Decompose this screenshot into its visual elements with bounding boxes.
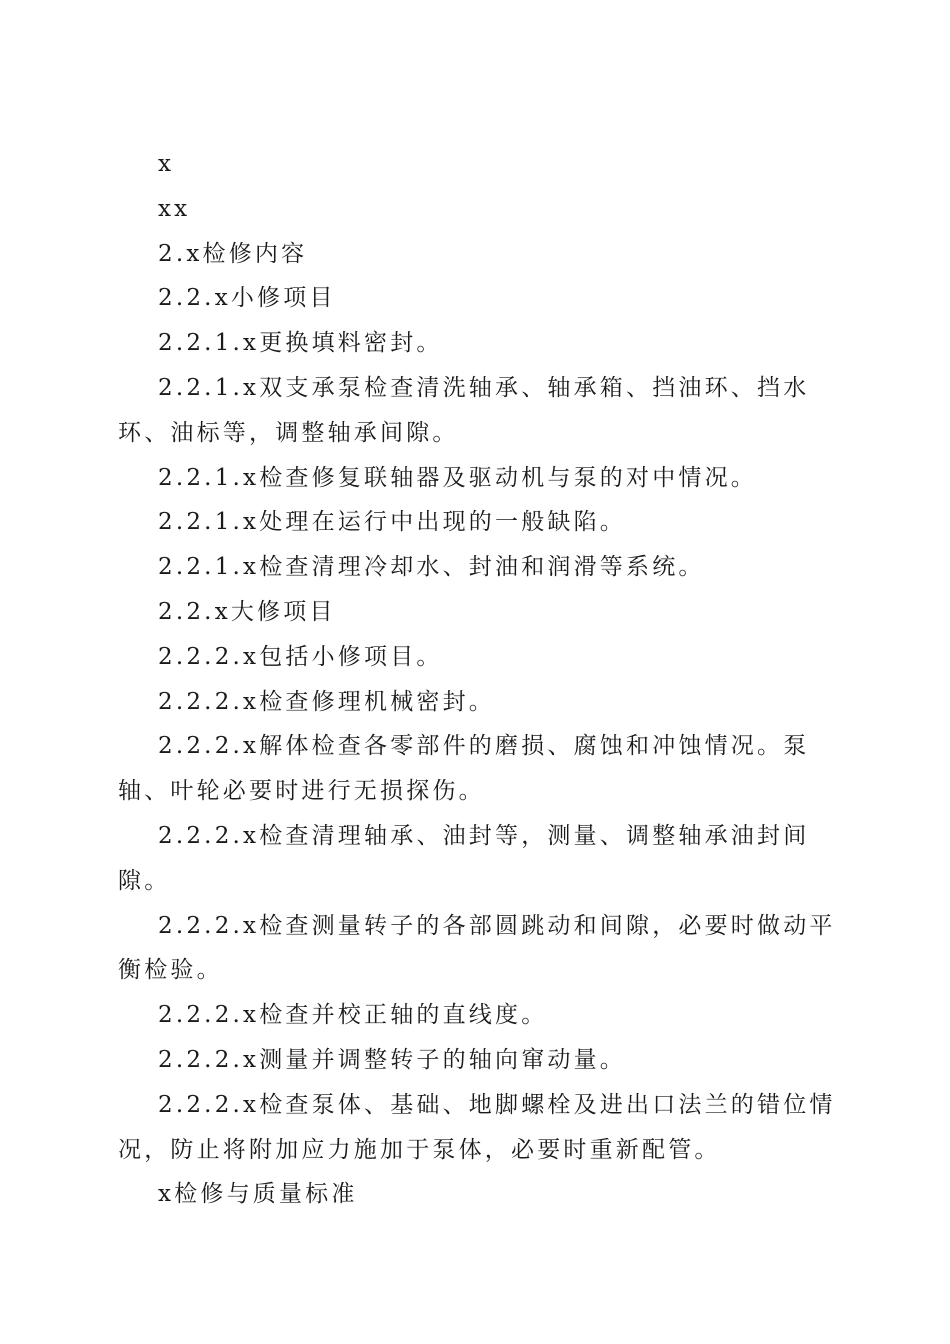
paragraph-2: xx (158, 195, 191, 222)
major-repair-item-2: 2.2.2.x检查修理机械密封。 (158, 688, 496, 715)
minor-repair-item-2: 2.2.1.x双支承泵检查清洗轴承、轴承箱、挡油环、挡水环、油标等，调整轴承间隙。 (118, 374, 810, 446)
major-repair-item-6: 2.2.2.x检查并校正轴的直线度。 (158, 1002, 548, 1029)
minor-repair-item-3: 2.2.1.x检查修复联轴器及驱动机与泵的对中情况。 (158, 464, 758, 491)
major-repair-item-1: 2.2.2.x包括小修项目。 (158, 643, 443, 670)
paragraph-1: x (158, 151, 175, 177)
minor-repair-item-4: 2.2.1.x处理在运行中出现的一般缺陷。 (158, 509, 627, 536)
major-repair-item-3: 2.2.2.x解体检查各零部件的磨损、腐蚀和冲蚀情况。泵轴、叶轮必要时进行无损探伤。 (118, 733, 810, 805)
minor-repair-item-5: 2.2.1.x检查清理冷却水、封油和润滑等系统。 (158, 554, 705, 581)
major-repair-item-7: 2.2.2.x测量并调整转子的轴向窜动量。 (158, 1046, 627, 1073)
major-repair-item-4: 2.2.2.x检查清理轴承、油封等，测量、调整轴承油封间隙。 (118, 822, 810, 894)
section-heading-maintenance-content: 2.x检修内容 (158, 240, 308, 267)
major-repair-item-8: 2.2.2.x检查泵体、基础、地脚螺栓及进出口法兰的错位情况，防止将附加应力施加于泵体，必要时重新配管。 (118, 1091, 836, 1163)
subsection-heading-minor-repair: 2.2.x小修项目 (158, 285, 336, 312)
subsection-heading-major-repair: 2.2.x大修项目 (158, 598, 336, 625)
major-repair-item-5: 2.2.2.x检查测量转子的各部圆跳动和间隙，必要时做动平衡检验。 (118, 912, 836, 984)
section-heading-quality-standard: x检修与质量标准 (158, 1181, 358, 1208)
document-body (118, 142, 842, 1217)
minor-repair-item-1: 2.2.1.x更换填料密封。 (158, 330, 443, 357)
